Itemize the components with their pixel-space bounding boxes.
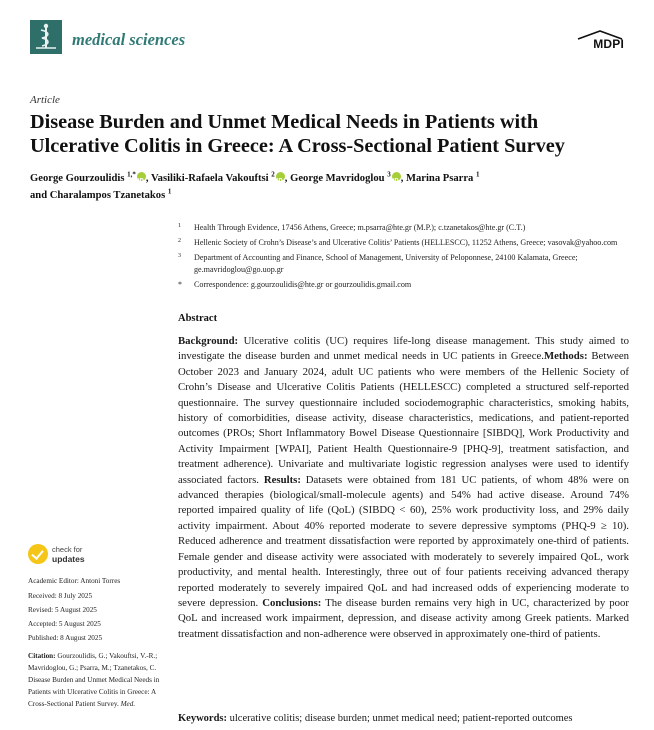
author-list: George Gourzoulidis $^{1,*}$iD , Vasiliki-Rafaela Vakouftsi $^2$iD , George Mavridoglou $^3$iD , Marina Psarra $^1$ and Charalampos Tzanetakos $^1$	[30, 170, 630, 204]
author-name[interactable]: George Mavridoglou	[290, 173, 385, 184]
author-affiliation-mark: 1,*	[127, 170, 136, 179]
author-affiliation-mark: 2	[271, 170, 275, 179]
orcid-icon[interactable]	[137, 172, 146, 181]
orcid-icon[interactable]	[276, 172, 285, 181]
date-received: Received: 8 July 2025	[28, 592, 93, 600]
journal-name[interactable]: medical sciences	[72, 30, 186, 49]
abstract-heading: Abstract	[178, 313, 218, 324]
publisher-name[interactable]: MDPI	[593, 37, 624, 51]
orcid-icon[interactable]	[392, 172, 401, 181]
journal-header	[30, 20, 626, 60]
author-name[interactable]: Marina Psarra	[405, 173, 474, 184]
author-affiliation-mark: 3	[387, 170, 391, 179]
date-revised: Revised: 5 August 2025	[28, 606, 97, 614]
caduceus-icon	[30, 20, 62, 54]
author-name[interactable]: George Gourzoulidis	[30, 173, 125, 184]
article-title: Disease Burden and Unmet Medical Needs in Patients with Ulcerative Colitis in Greece: A Cross-Sectional Patient Survey	[30, 111, 565, 157]
keywords: Keywords: ulcerative colitis; disease burden; unmet medical need; patient-reported outcomes	[178, 713, 573, 724]
check-updates-icon	[28, 544, 48, 564]
affiliation-item: 2 Hellenic Society of Crohn’s Disease’s and Ulcerative Colitis’ Patients (HELLESCC), 11252 Athens, Greece; vasovak@yahoo.com	[178, 238, 618, 247]
date-published: Published: 8 August 2025	[28, 634, 103, 642]
academic-editor: Academic Editor: Antoni Torres	[28, 577, 121, 585]
journal-logo[interactable]	[30, 20, 62, 54]
check-for-updates-button[interactable]: check for updates	[28, 541, 128, 571]
abstract-text: Background: Ulcerative colitis (UC) requires life-long disease management. This study aimed to investigate the disease burden and unmet medical needs in UC patients in Greece.Methods: Between October 2023 and January 2024, adult UC patients who were members of the Hellenic Society of Crohn’s Disease and Ulcerative Colitis Patients (HELLESCC) completed a structured self-reported questionnaire. The survey questionnaire included sociodemographic characteristics, smoking habits, history of comorbidities, disease activity, disease characteristics, medications, and patient-reported outcomes (PROs; Short Inflammatory Bowel Disease Questionnaire [SIBDQ], Work Productivity and Activity Impairment [WPAI], Patient Health Questionnaire-9 [PHQ-9], treatment satisfaction, and treatment adherence). Univariate and multivariate logistic regression analyses were used to identify associated factors. Results: Datasets were obtained from 181 UC patients, of whom 48% were on advanced therapies (biological/small-molecule agents) and 54% had active disease. Around 74% reported impaired quality of life (QoL) (SIBDQ < 60), 25% work productivity loss, and 29% daily activity impairment. About 40% reported moderate to severe depressive symptoms (PHQ-9 ≥ 10). Reduced adherence and treatment dissatisfaction were reported by approximately one-third of patients. Female gender and disease activity were associated with moderately to severely impaired QoL, work productivity, and mental health. Interestingly, three out of four patients receiving advanced therapy reported moderately to severely impaired QoL and had increased odds of experiencing moderate to severe depression. Conclusions: The disease burden remains very high in UC, characterized by poor QoL and increased work impairment, depression, and disease activity among Greek patients. Marked treatment dissatisfaction and non-adherence were observed in approximately one-third of patients.	[178, 335, 630, 640]
date-accepted: Accepted: 5 August 2025	[28, 620, 101, 628]
correspondence: * Correspondence: g.gourzoulidis@hte.gr or gourzoulidis.gmail.com	[178, 280, 412, 289]
citation: Citation: Gourzoulidis, G.; Vakouftsi, V.-R.; Mavridoglou, G.; Psarra, M.; Tzanetakos, C. Disease Burden and Unmet Medical Needs in Patients with Ulcerative Colitis in Greece: A Cross-Sectional Patient Survey. Med.	[28, 652, 160, 708]
publication-dates	[28, 589, 168, 645]
article-type: Article	[30, 94, 60, 106]
author-name[interactable]: Vasiliki-Rafaela Vakouftsi	[150, 173, 269, 184]
affiliations	[178, 222, 628, 294]
author-affiliation-mark: 1	[167, 187, 172, 196]
affiliation-item: 1 Health Through Evidence, 17456 Athens, Greece; m.psarra@hte.gr (M.P.); c.tzanetakos@hte.gr (C.T.)	[178, 223, 526, 232]
author-affiliation-mark: 1	[476, 170, 480, 179]
author-name[interactable]: and Charalampos Tzanetakos	[30, 190, 166, 201]
affiliation-item: 3 Department of Accounting and Finance, School of Management, University of Peloponnese, 24100 Kalamata, Greece; ge.mavridoglou@go.uop.gr	[178, 253, 578, 274]
